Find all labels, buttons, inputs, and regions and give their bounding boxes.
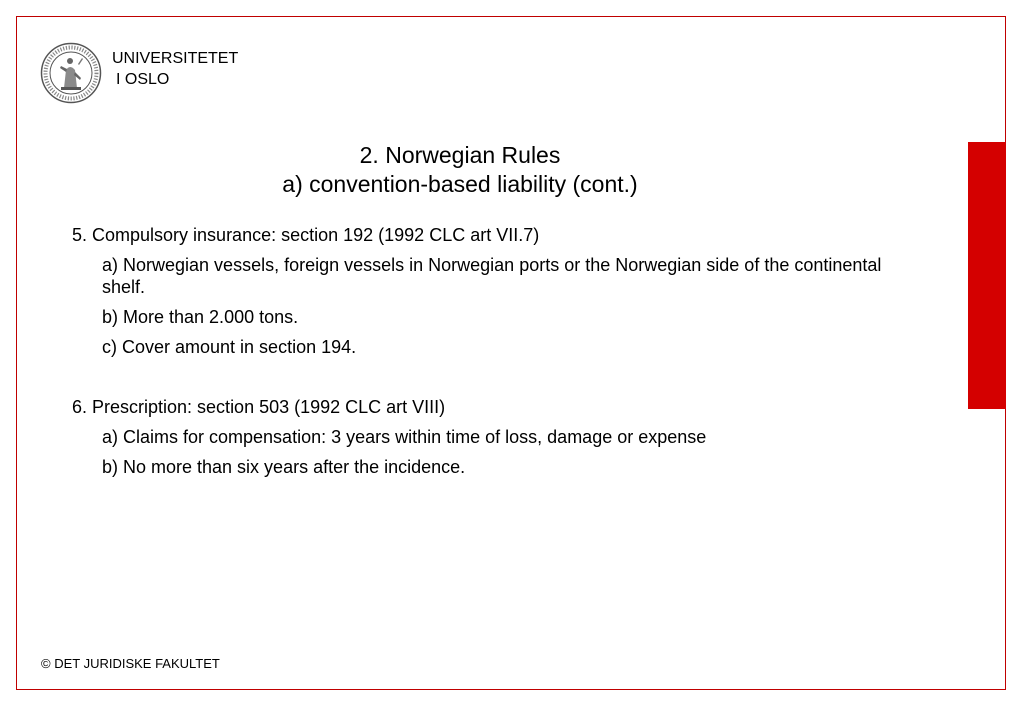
- section-heading: 6. Prescription: section 503 (1992 CLC art VIII): [72, 397, 446, 417]
- university-name-line1: UNIVERSITETET: [112, 50, 239, 67]
- slide-title: [0, 141, 920, 199]
- list-item: a) Norwegian vessels, foreign vessels in Norwegian ports or the Norwegian side of the continental shelf.: [102, 255, 882, 297]
- list-item: b) More than 2.000 tons.: [102, 307, 299, 327]
- section-heading: 5. Compulsory insurance: section 192 (1992 CLC art VII.7): [72, 225, 540, 245]
- accent-bar: [968, 142, 1006, 409]
- footer-copyright: © DET JURIDISKE FAKULTET: [41, 656, 220, 671]
- university-name-line2: I OSLO: [116, 71, 170, 88]
- list-item: c) Cover amount in section 194.: [102, 337, 357, 357]
- list-item: b) No more than six years after the incidence.: [102, 457, 466, 477]
- university-seal-icon: [40, 42, 102, 104]
- university-name: [112, 48, 238, 90]
- list-item: a) Claims for compensation: 3 years within time of loss, damage or expense: [102, 427, 707, 447]
- slide-content: [72, 224, 922, 486]
- slide-title-line2: a) convention-based liability (cont.): [282, 171, 638, 197]
- section-spacer: [72, 366, 922, 396]
- slide-title-line1: 2. Norwegian Rules: [359, 142, 561, 168]
